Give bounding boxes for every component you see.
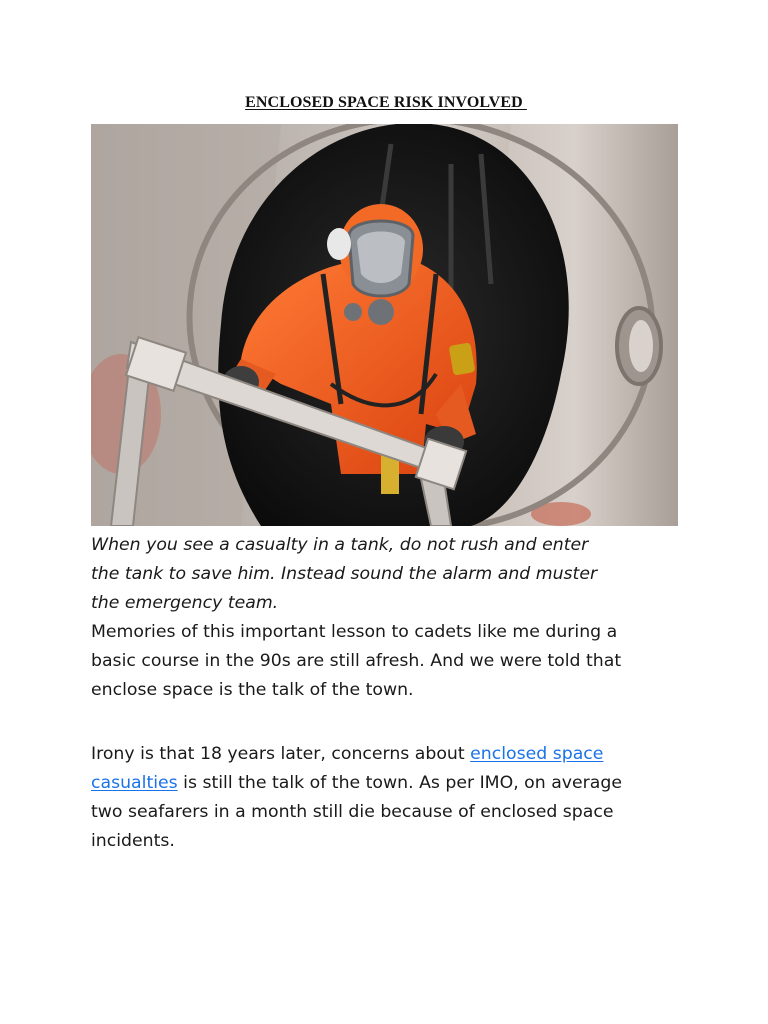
- paragraph-memories: [91, 618, 681, 705]
- caption-line: When you see a casualty in a tank, do not rush and enter: [91, 535, 589, 555]
- tank-entry-photo: [91, 124, 678, 526]
- paragraph-irony: [91, 740, 681, 856]
- paragraph-line: enclose space is the talk of the town.: [91, 680, 414, 700]
- page-title: ENCLOSED SPACE RISK INVOLVED: [245, 94, 527, 111]
- paragraph-text: Irony is that 18 years later, concerns about: [91, 744, 471, 764]
- paragraph-line: [91, 740, 681, 769]
- paragraph-line: two seafarers in a month still die because of enclosed space: [91, 802, 614, 822]
- enclosed-space-casualties-link[interactable]: enclosed space: [470, 744, 604, 764]
- paragraph-line: Memories of this important lesson to cadets like me during a: [91, 622, 618, 642]
- enclosed-space-casualties-link-cont[interactable]: casualties: [91, 773, 178, 793]
- paragraph-line: basic course in the 90s are still afresh. And we were told that: [91, 651, 622, 671]
- photo-caption: [91, 531, 681, 618]
- caption-line: the emergency team.: [91, 593, 279, 613]
- paragraph-line: incidents.: [91, 831, 175, 851]
- paragraph-text: is still the talk of the town. As per IMO, on average: [177, 773, 622, 793]
- caption-line: the tank to save him. Instead sound the alarm and muster: [91, 564, 598, 584]
- paragraph-line: [91, 769, 681, 798]
